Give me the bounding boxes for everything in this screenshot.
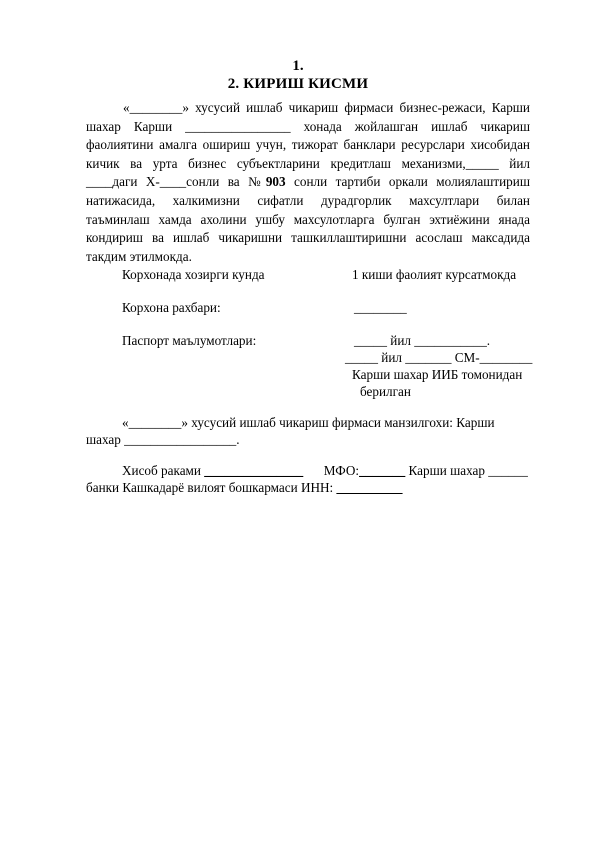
- bank-text: банки Кашкадарё вилоят бошкармаси ИНН:: [86, 480, 334, 495]
- account-value: _______________: [204, 463, 304, 478]
- intro-line: кичик ва урта бизнес субъектларини кредитлаш механизми,_____ йил: [86, 155, 530, 171]
- intro-line: «________» хусусий ишлаб чикариш фирмаси бизнес-режаси, Карши: [123, 100, 530, 115]
- inn-value: __________: [336, 480, 403, 495]
- intro-line: таъминлаш хамда ахолини ушбу махсулотларга булган эхтиёжини янада: [86, 211, 530, 227]
- intro-line: фаолиятини амалга ошириш учун, тижорат банклари ресурслари хисобидан: [86, 137, 530, 153]
- city-text: Карши шахар ______: [408, 463, 528, 478]
- director-label: Корхона рахбари:: [122, 300, 221, 315]
- intro-line: кондириш ва ишлаб чикаришни ташкиллаштиришни асослаш максадида: [86, 230, 530, 246]
- intro-line: ____даги Х-____сонли ва №903 сонли тартиби оркали молиялаштириш: [86, 174, 530, 190]
- intro-line: натижасида, халкимизни сифатли дурадгорлик махсултлари билан: [86, 192, 530, 208]
- passport-label: Паспорт маълумотлари:: [122, 333, 257, 348]
- mfo-label: МФО:: [323, 463, 360, 478]
- activity-label: Корхонада хозирги кунда: [122, 267, 265, 282]
- bank-line-2: [86, 479, 402, 497]
- section-number: 1.: [292, 58, 304, 74]
- address-line-2: шахар _________________.: [86, 432, 240, 447]
- address-line-1: «________» хусусий ишлаб чикариш фирмаси манзилгохи: Карши: [122, 415, 495, 430]
- passport-line-1: _____ йил ___________.: [354, 333, 491, 348]
- passport-line-3: Карши шахар ИИБ томонидан: [352, 367, 523, 382]
- activity-value: 1 киши фаолият курсатмокда: [352, 267, 517, 282]
- mfo-value: _______: [359, 463, 406, 478]
- intro-line: такдим этилмокда.: [86, 248, 192, 264]
- bank-line-1: [122, 462, 528, 480]
- intro-paragraph: [86, 99, 530, 266]
- passport-line-4: берилган: [360, 384, 411, 399]
- director-value: ________: [354, 300, 407, 315]
- intro-line: шахар Карши ________________ хонада жойлашган ишлаб чикариш: [86, 118, 530, 134]
- passport-line-2: _____ йил _______ СМ-________: [345, 350, 533, 365]
- section-title: 2. КИРИШ КИСМИ: [227, 76, 369, 92]
- account-label: Хисоб раками: [122, 463, 201, 478]
